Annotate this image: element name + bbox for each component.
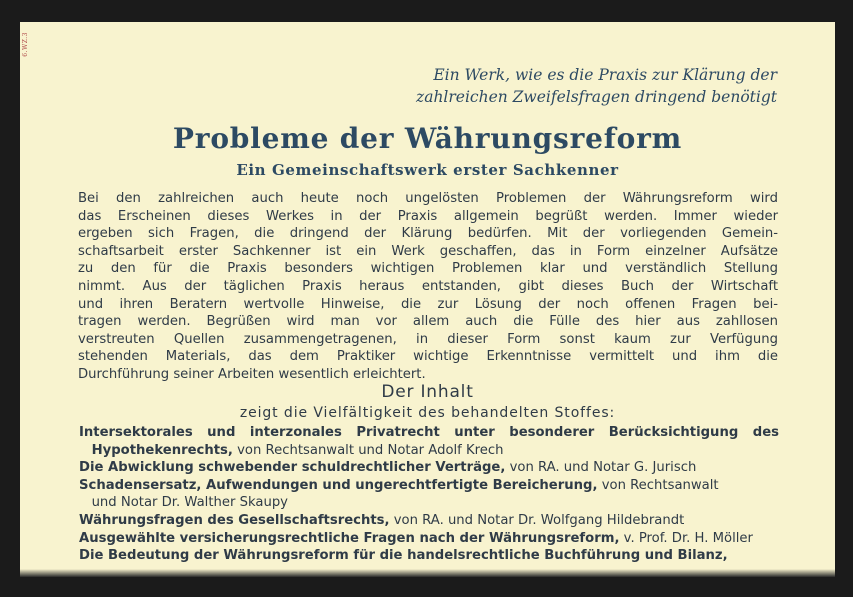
- toc-title: Die Abwicklung schwebender schuldrechtlicher Verträge,: [79, 460, 506, 476]
- printer-code: 6.WZ.3: [22, 32, 29, 57]
- page-title: Probleme der Währungsreform: [172, 122, 683, 155]
- body-line: schaftsarbeit erster Sachkenner ist ein Werk geschaffen, das in Form einzelner Aufsätze: [78, 243, 778, 259]
- toc-line: [79, 494, 779, 512]
- tagline-line-1: Ein Werk, wie es die Praxis zur Klärung der: [433, 66, 777, 84]
- body-line: Durchführung seiner Arbeiten wesentlich erleichtert.: [78, 366, 426, 382]
- printed-card: [20, 22, 835, 577]
- toc-line: [79, 512, 779, 530]
- toc-author: von RA. und Notar Dr. Wolfgang Hildebrandt: [389, 512, 685, 528]
- body-line: zu den für die Praxis besonders wichtigen Problemen klar und verständlich Stellung: [78, 261, 778, 277]
- toc-title: Schadensersatz, Aufwendungen und ungerechtfertigte Bereicherung,: [79, 477, 598, 493]
- toc-line: [79, 459, 779, 477]
- body-line: das Erscheinen dieses Werkes in der Praxis allgemein begrüßt werden. Immer wieder: [78, 208, 778, 224]
- toc-line: [79, 530, 779, 548]
- toc-title: Ausgewählte versicherungsrechtliche Fragen nach der Währungsreform,: [79, 530, 620, 546]
- toc-title: Hypothekenrechts,: [91, 442, 233, 458]
- toc-line: [79, 442, 779, 460]
- toc-line: Die Bedeutung der Währungsreform für die handelsrechtliche Buchführung und Bilanz,: [79, 548, 728, 564]
- contents-list: [79, 424, 779, 565]
- description-paragraph: [78, 190, 778, 384]
- contents-heading: Der Inhalt: [381, 382, 474, 402]
- body-line: stehenden Materials, das dem Praktiker wichtige Erkenntnisse vermittelt und ihm die: [78, 349, 778, 365]
- body-line: nimmt. Aus der täglichen Praxis heraus entstanden, gibt dieses Buch der Wirtschaft: [78, 278, 778, 294]
- body-line: Bei den zahlreichen auch heute noch ungelösten Problemen der Währungsreform wird: [78, 191, 778, 206]
- body-line: tragen werden. Begrüßen wird man vor allem auch die Fülle des hier aus zahllosen: [78, 314, 778, 330]
- toc-author: von Rechtsanwalt und Notar Adolf Krech: [232, 442, 504, 458]
- toc-title: Währungsfragen des Gesellschaftsrechts,: [79, 512, 390, 528]
- tagline: [416, 64, 777, 108]
- toc-line: [79, 477, 779, 495]
- toc-author: von RA. und Notar G. Jurisch: [505, 460, 697, 476]
- page-subtitle: Ein Gemeinschaftswerk erster Sachkenner: [236, 161, 619, 179]
- toc-author: v. Prof. Dr. H. Möller: [619, 530, 753, 546]
- body-line: ergeben sich Fragen, die dringend der Klärung bedürfen. Mit der vorliegenden Gemein-: [78, 226, 778, 242]
- toc-line: Intersektorales und interzonales Privatrecht unter besonderer Berücksichtigung des: [79, 425, 779, 440]
- contents-intro: zeigt die Vielfältigkeit des behandelten Stoffes:: [239, 405, 616, 421]
- tagline-line-2: zahlreichen Zweifelsfragen dringend benötigt: [416, 88, 777, 106]
- toc-author: von Rechtsanwalt: [597, 477, 719, 493]
- body-line: und ihren Beratern wertvolle Hinweise, die zur Lösung der noch offenen Fragen bei-: [78, 296, 778, 312]
- body-line: verstreuten Quellen zusammengetragenen, in dieser Form sonst kaum zur Verfügung: [78, 331, 778, 347]
- toc-author: und Notar Dr. Walther Skaupy: [91, 495, 288, 511]
